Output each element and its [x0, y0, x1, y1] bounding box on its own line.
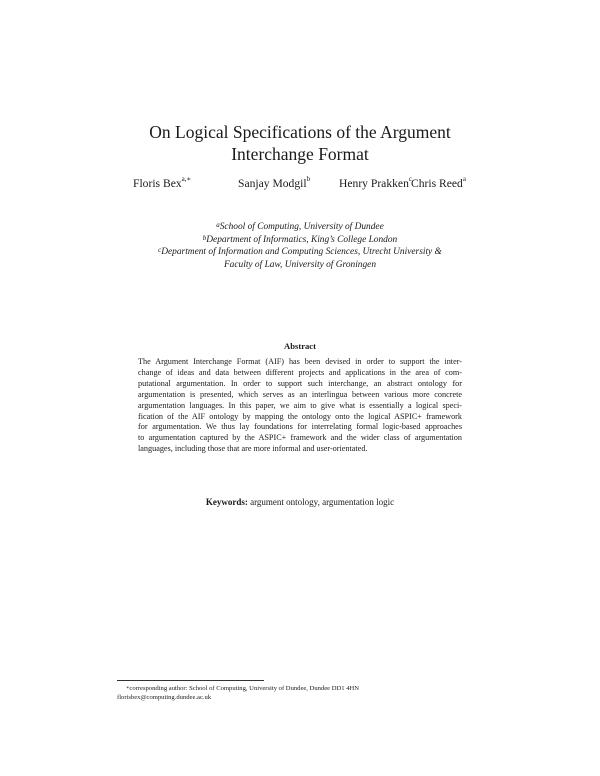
abstract-line: argumentation is presented, which serves as an interlingua between various more concrete — [138, 389, 462, 399]
abstract-line: change of ideas and data between different projects and applications in the area of com- — [138, 367, 462, 377]
footnote-divider — [117, 680, 264, 681]
abstract-line: to argumentation captured by the ASPIC+ framework and the wider class of argumentation — [138, 433, 462, 443]
author-sanjay-modgil — [238, 177, 310, 190]
keywords-text: argument ontology, argumentation logic — [250, 497, 395, 507]
author-marks: a — [462, 175, 466, 183]
keywords — [0, 497, 600, 507]
footnote-line-1 — [117, 684, 497, 693]
footnote-text: corresponding author: School of Computing, University of Dundee, Dundee DD1 4HN — [129, 685, 360, 692]
footnote-email: florisbex@computing.dundee.ac.uk — [117, 694, 212, 701]
abstract-line: The Argument Interchange Format (AIF) has been devised in order to support the inter- — [138, 357, 462, 366]
author-name: Henry Prakken — [339, 177, 409, 190]
affiliation-groningen — [0, 259, 600, 272]
title-line-1: On Logical Specifications of the Argument — [149, 122, 451, 142]
author-marks: b — [306, 175, 311, 183]
author-name: Floris Bex — [133, 177, 182, 190]
affiliation-mark: b — [202, 233, 207, 242]
affiliation-mark: c — [158, 246, 162, 254]
affiliation-mark: a — [216, 221, 220, 229]
affiliation-utrecht — [0, 246, 600, 259]
affiliation-text: Faculty of Law, University of Groningen — [223, 259, 377, 270]
affiliation-list — [0, 221, 600, 271]
author-name: Chris Reed — [411, 177, 463, 190]
author-name: Sanjay Modgil — [238, 177, 307, 190]
abstract-line: languages, including those that are more informal and user-orientated. — [138, 444, 368, 454]
abstract-line: for argumentation. We thus lay foundations for interrelating formal logic-based approaches — [138, 422, 462, 432]
abstract-heading: Abstract — [284, 341, 316, 351]
footnote — [117, 684, 497, 702]
affiliation-kings-college — [0, 234, 600, 247]
abstract-body — [138, 357, 462, 455]
affiliation-text: School of Computing, University of Dundee — [219, 222, 384, 232]
author-marks: c — [408, 175, 412, 183]
title-line-2: Interchange Format — [231, 144, 369, 164]
abstract-line: fication of the AIF ontology by mapping the ontology onto the logical ASPIC+ framework — [138, 411, 462, 421]
author-henry-prakken — [339, 177, 412, 190]
paper-title — [0, 121, 600, 165]
footnote-mark: ∗ — [126, 686, 130, 691]
abstract-line: putational argumentation. In order to support such interchange, an abstract ontology for — [138, 378, 462, 388]
abstract-line: argumentation languages. In this paper, we aim to give what is essentially a logical speci- — [138, 400, 462, 410]
affiliation-text: Department of Informatics, King’s College London — [206, 234, 398, 245]
keywords-label: Keywords: — [205, 497, 248, 507]
author-floris-bex — [133, 177, 191, 190]
affiliation-dundee — [0, 221, 600, 234]
author-chris-reed — [408, 175, 466, 190]
author-list — [0, 177, 600, 197]
affiliation-text: Department of Information and Computing Sciences, Utrecht University & — [161, 247, 442, 257]
author-marks: a,∗ — [181, 175, 192, 183]
